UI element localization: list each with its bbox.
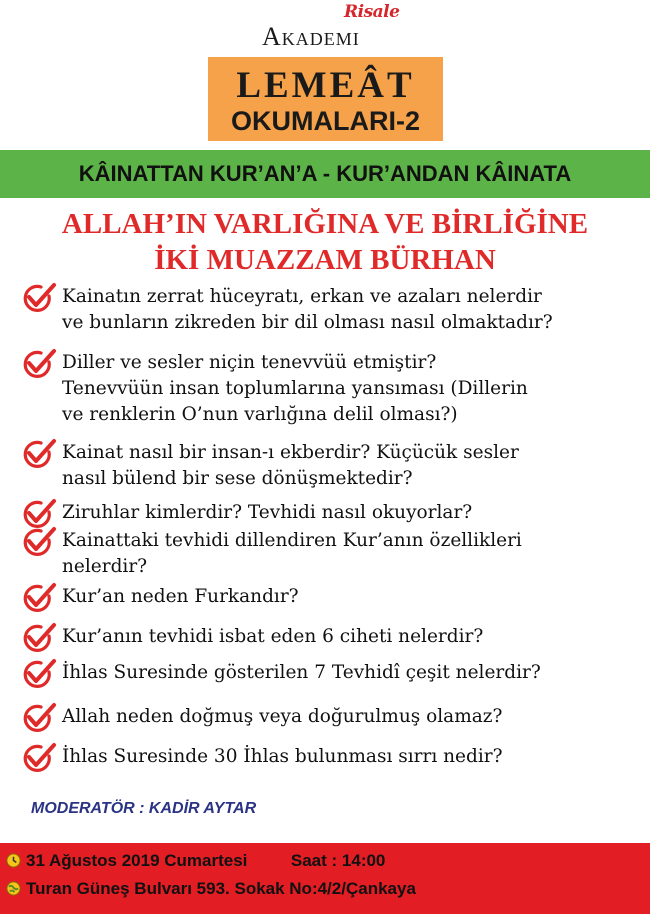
check-mark-icon (20, 348, 58, 382)
logo (0, 2, 650, 54)
footer-band (0, 843, 650, 914)
check-mark-icon (20, 658, 58, 692)
question-line: nelerdir? (62, 556, 148, 577)
moderator-line: MODERATÖR : KADİR AYTAR (31, 800, 257, 817)
footer-address-row (26, 879, 646, 899)
question-line: Kainatın zerrat hüceyratı, erkan ve azaları nelerdir (62, 286, 542, 307)
main-heading-line-1: ALLAH’IN VARLIĞINA VE BİRLİĞİNE (61, 208, 589, 240)
question-text (62, 528, 647, 580)
check-mark-icon (20, 438, 58, 472)
subtitle-banner-text: KÂINATTAN KUR’AN’A - KUR’ANDAN KÂINATA (78, 161, 572, 186)
title-box (208, 57, 443, 141)
check-mark-icon (20, 702, 58, 736)
title-line-1: LEMEÂT (236, 65, 415, 106)
check-mark-icon (20, 282, 58, 316)
main-heading-line-2: İKİ MUAZZAM BÜRHAN (154, 244, 496, 276)
event-address: Turan Güneş Bulvarı 593. Sokak No:4/2/Çankaya (26, 879, 416, 898)
event-date: 31 Ağustos 2019 Cumartesi (26, 851, 248, 870)
question-line: İhlas Suresinde gösterilen 7 Tevhidî çeşit nelerdir? (62, 662, 541, 683)
question-text (62, 284, 647, 336)
question-text (62, 500, 647, 526)
clock-icon (6, 853, 21, 868)
question-line: ve renklerin O’nun varlığına delil olması?) (62, 404, 458, 425)
question-text (62, 744, 647, 770)
question-text (62, 350, 647, 428)
question-line: Allah neden doğmuş veya doğurulmuş olamaz? (62, 706, 503, 727)
question-text (62, 660, 647, 686)
question-line: Kainat nasıl bir insan-ı ekberdir? Küçücük sesler (62, 442, 519, 463)
question-text (62, 704, 647, 730)
footer-date-row (26, 851, 646, 871)
question-text (62, 440, 647, 492)
check-mark-icon (20, 582, 58, 616)
question-line: Kur’an neden Furkandır? (62, 586, 299, 607)
question-text (62, 584, 647, 610)
question-text (62, 624, 647, 650)
title-line-2: OKUMALARI-2 (231, 106, 420, 136)
question-line: Kainattaki tevhidi dillendiren Kur’anın özellikleri (62, 530, 522, 551)
globe-icon (6, 881, 21, 896)
question-line: İhlas Suresinde 30 İhlas bulunması sırrı nedir? (62, 746, 503, 767)
question-line: nasıl bülend bir sese dönüşmektedir? (62, 468, 413, 489)
logo-main-word: Akademi (262, 22, 360, 51)
check-mark-icon (20, 742, 58, 776)
question-line: Kur’anın tevhidi isbat eden 6 ciheti nelerdir? (62, 626, 484, 647)
question-line: Ziruhlar kimlerdir? Tevhidi nasıl okuyorlar? (62, 502, 473, 523)
main-heading (0, 206, 650, 278)
logo-script-word: Risale (344, 2, 400, 22)
question-line: ve bunların zikreden bir dil olması nasıl olmaktadır? (62, 312, 553, 333)
check-mark-icon (20, 526, 58, 560)
event-time: Saat : 14:00 (290, 851, 386, 870)
question-line: Diller ve sesler niçin tenevvüü etmiştir? (62, 352, 437, 373)
question-line: Tenevvüün insan toplumlarına yansıması (Dillerin (62, 378, 528, 399)
subtitle-banner (0, 150, 650, 198)
check-mark-icon (20, 622, 58, 656)
